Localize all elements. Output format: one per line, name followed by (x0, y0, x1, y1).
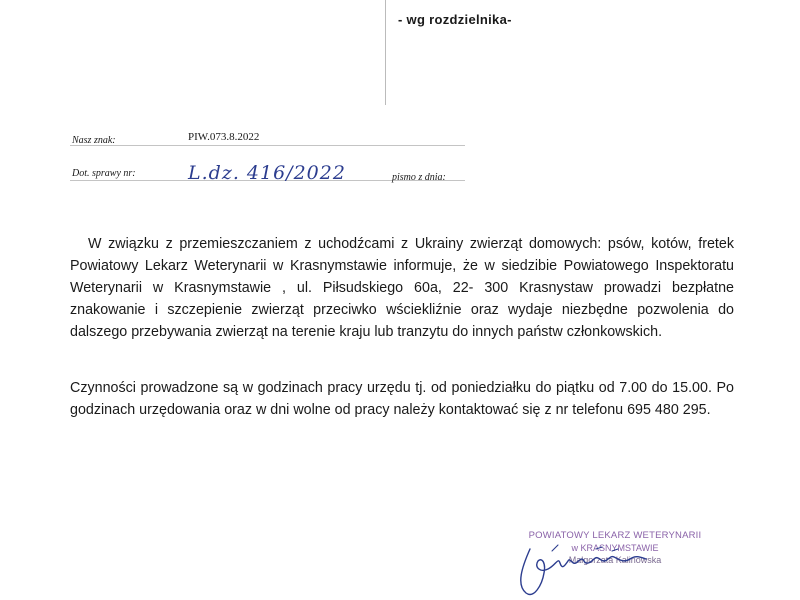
ref-underline (70, 145, 465, 146)
signature-accents (552, 545, 618, 551)
addressee: - wg rozdzielnika- (398, 12, 512, 27)
body-paragraph-1: W związku z przemieszczaniem z uchodźcami z Ukrainy zwierząt domowych: psów, kotów, fretek Powiatowy Lekarz Weterynarii w Krasnymstawie informuje, że w siedzibie Powiatowego Inspektoratu Weterynarii w Krasnymstawie , ul. Piłsudskiego 60a, 22- 300 Krasnystaw prowadzi bezpłatne znakowanie i szczepienie zwierząt przeciwko wściekliźnie oraz wydaje niezbędne pozwolenia do dalszego przebywania zwierząt na terenie kraju lub tranzytu do innych państw członkowskich. (70, 236, 734, 340)
signature-stroke (521, 549, 646, 594)
body-paragraph-2: Czynności prowadzone są w godzinach pracy urzędu tj. od poniedziałku do piątku od 7.00 do 15.00. Po godzinach urzędowania oraz w dni wolne od pracy należy kontaktować się z nr telefonu 695 480 295. (70, 380, 734, 418)
letter-date-label: pismo z dnia: (392, 172, 446, 183)
case-label: Dot. sprawy nr: (72, 168, 136, 179)
stamp-line-office: POWIATOWY LEKARZ WETERYNARII (528, 530, 702, 541)
our-ref-label: Nasz znak: (72, 135, 116, 146)
stamp-line-name: Małgorzata Kalinowska (568, 555, 662, 565)
handwritten-signature (512, 527, 687, 600)
stamp-line-location: w KRASNYMSTAWIE (571, 543, 659, 553)
our-ref-value: PIW.073.8.2022 (188, 131, 260, 143)
header-divider-vertical (385, 0, 386, 105)
case-value-handwritten: L.dz. 416/2022 (188, 162, 346, 184)
